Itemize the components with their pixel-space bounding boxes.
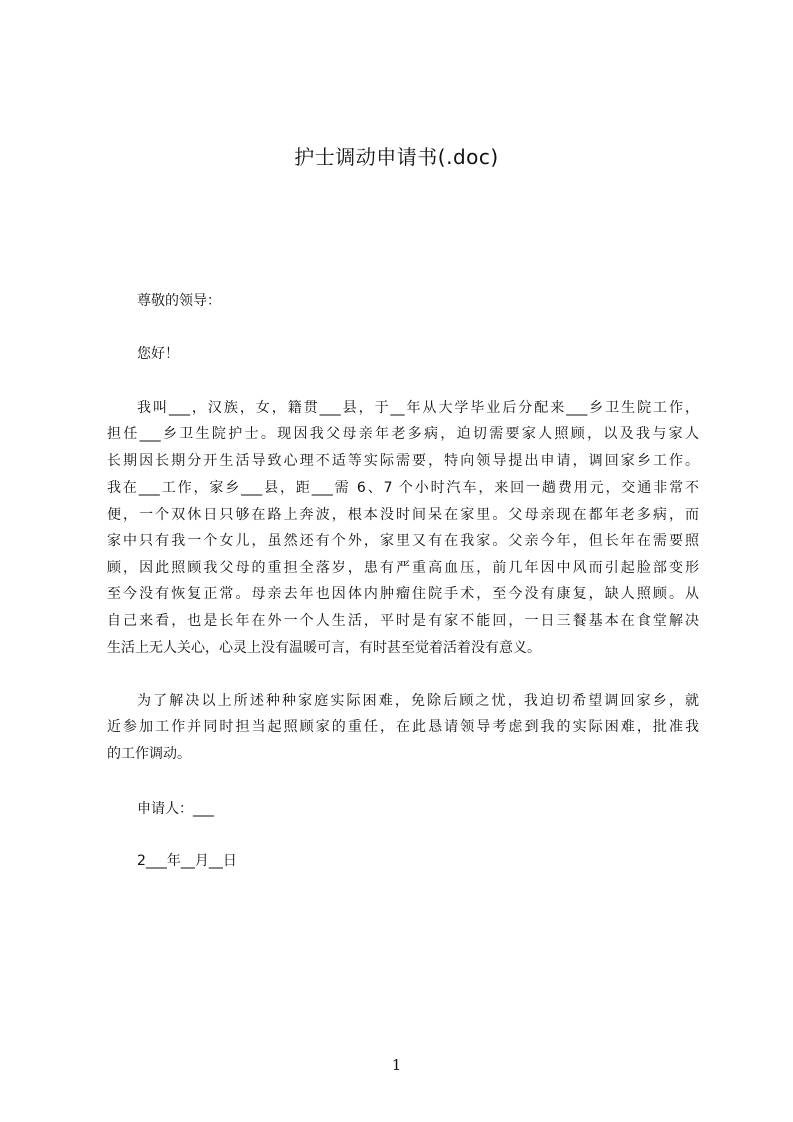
paragraph-line: 长期因长期分开生活导致心理不适等实际需要，特向领导提出申请，调回家乡工作。 bbox=[107, 453, 699, 469]
paragraph-line: 生活上无人关心，心灵上没有温暖可言，有时甚至觉着活着没有意义。 bbox=[107, 640, 541, 656]
paragraph-line: 我叫___，汉族，女，籍贯___县，于__年从大学毕业后分配来___乡卫生院工作， bbox=[137, 400, 699, 416]
paragraph-line: 自己来看，也是长年在外一个人生活，平时是有家不能回，一日三餐基本在食堂解决 bbox=[107, 613, 699, 629]
page-number: 1 bbox=[391, 1056, 402, 1074]
paragraph-line: 的工作调动。 bbox=[107, 746, 191, 762]
paragraph-line: 顾，因此照顾我父母的重担全落岁，患有严重高血压，前几年因中风而引起脸部变形 bbox=[107, 560, 699, 576]
greeting: 您好！ bbox=[137, 346, 179, 362]
paragraph-line: 家中只有我一个女儿，虽然还有个外，家里又有在我家。父亲今年，但长年在需要照 bbox=[107, 533, 699, 549]
paragraph-line: 近参加工作并同时担当起照顾家的重任，在此恳请领导考虑到我的实际困难，批准我 bbox=[107, 719, 699, 735]
paragraph-line: 便，一个双休日只够在路上奔波，根本没时间呆在家里。父母亲现在都年老多病，而 bbox=[107, 507, 699, 523]
paragraph-line: 至今没有恢复正常。母亲去年也因体内肿瘤住院手术，至今没有康复，缺人照顾。从 bbox=[107, 586, 699, 602]
paragraph-line: 为了解决以上所述种种家庭实际困难，免除后顾之忧，我迫切希望调回家乡，就 bbox=[137, 693, 699, 709]
salutation: 尊敬的领导： bbox=[137, 293, 221, 309]
paragraph-line: 我在___工作，家乡___县，距___需 6、7 个小时汽车，来回一趟费用元，交通非常不 bbox=[107, 480, 699, 496]
date-line: 2___年__月__日 bbox=[137, 853, 237, 869]
paragraph-line: 担任___乡卫生院护士。现因我父母亲年老多病，迫切需要家人照顾，以及我与家人 bbox=[107, 426, 699, 442]
document-title: 护士调动申请书(.doc) bbox=[294, 145, 499, 169]
applicant-line: 申请人：___ bbox=[137, 801, 214, 817]
